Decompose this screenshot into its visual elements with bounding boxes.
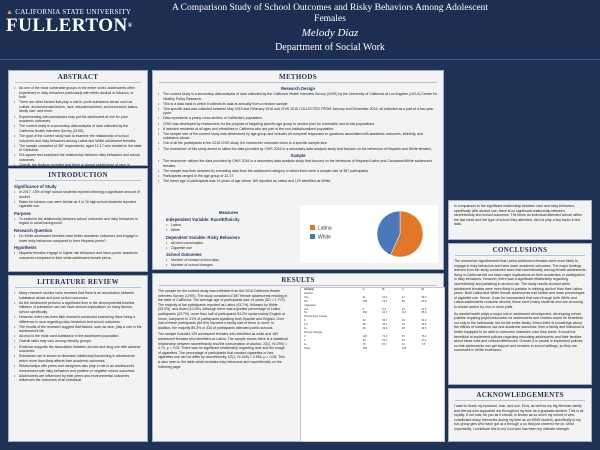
table-cell: 120	[362, 334, 368, 338]
table-cell: 1-2	[304, 323, 308, 327]
list-item: • This is a data bank in which it collects its data bi-annually from a random sample.	[158, 102, 438, 107]
list-item: • The sample was then selected by extracting data from the adolescent category in which there were a sample size of 387 participants.	[158, 169, 438, 174]
list-item: • As one of the most vulnerable groups in the entire world, adolescents often experiment in risky behaviors particularly with either alcohol or tobacco, or both.	[14, 86, 142, 100]
table-cell	[382, 347, 402, 351]
table-cell: 41	[362, 295, 366, 299]
conclusions-heading: CONCLUSIONS	[455, 246, 585, 256]
table-cell: 36.4	[421, 295, 427, 299]
methods-heading: METHODS	[159, 73, 437, 83]
legend-swatch	[310, 234, 315, 239]
table-cell	[421, 347, 441, 351]
conclusions-paragraph-1: The researcher hypothesized that Latina adolescent females were more likely to engage in risky behaviors and have lower academic outcomes. The major findings learned from the study conducted were that race/ethnicity among female adolescents living in California did not have major implications on their academics or participation in risky behaviors. However, there was a significant relationship regarding race/ethnicity and partaking in alcohol use. The study results showed white adolescent females were more likely to partake in drinking alcohol than their Latina peers. Both Latina and White female adolescents had similar and lower percentages of cigarette use. Hence, it can be summarized that even though both White and Latina adolescents consume alcohol, these aren't many students who are choosing to smoke and/or try one or more puffs.	[454, 259, 586, 309]
list-item: • Overall, the findings revealed that there is clinical significance of race in	[14, 163, 142, 172]
table-cell: 34.3	[382, 323, 388, 327]
table-cell: 97	[401, 334, 405, 338]
poster-header	[0, 0, 600, 60]
legend-label: Latina	[318, 225, 332, 232]
table-cell: 0	[304, 334, 306, 338]
table-cell: 160	[362, 311, 368, 315]
department-name: Department of Social Work	[275, 42, 385, 53]
table-cell: Alcohol	[304, 291, 313, 295]
table-cell: Yes	[304, 295, 309, 299]
list-item: • Latina	[166, 223, 291, 228]
table-cell: 15	[401, 307, 405, 311]
list-item: • The researcher of this study aimed to utilize the data provided by CHIS 2016 in a secondary data analysis study that focuses on the behaviors of Hispanic and White females.	[158, 147, 438, 152]
table-cell: 47	[401, 295, 405, 299]
list-item: • Do White adolescent females have better academic outcomes and engage in lower risky behaviors compared to their Hispanic peers?	[14, 234, 142, 243]
acknowledgements-heading: ACKNOWLEDGEMENTS	[455, 391, 585, 401]
list-item: • The results of the research suggest that factors, such as race, play a role in the adolescent's life.	[14, 325, 142, 334]
list-item: • The current study is a secondary data analysis of data collected by the California Health Interview Survey (CHIS).	[14, 124, 142, 133]
table-cell: School changes	[304, 330, 323, 334]
list-item: • Relationships with peers and caregivers also play a role in an adolescent's involvement with risky behaviors and positive or negative school outcomes.	[14, 364, 142, 373]
table-cell: 94.7	[382, 311, 388, 315]
legend-swatch	[310, 225, 315, 230]
list-item: • Participants ranged in the age group of 12-17.	[158, 174, 438, 179]
table-cell: 75.2	[421, 334, 427, 338]
table-cell: 3+	[304, 327, 307, 331]
table-cell: n	[362, 288, 365, 291]
table-cell: 29.0	[382, 327, 388, 331]
list-item: • Number of school changes	[166, 263, 291, 268]
hypothesis-label: Hypothesis	[14, 245, 37, 251]
table-cell: No	[304, 299, 308, 303]
conclusions-paragraph-2: As mental health plays a major role in adolescent development, developing school policies requiring psychoeducation for adolescents and choices would be beneficial not only to the individuals, but for the entire family. When there is knowledge about the effects of substance use and academic outcomes, then a family and individual is better equipped to be able to overcome obstacles once they arrive. It would be beneficial to implement policies regarding educating adolescents and their families about these risks and cultural differences. Overall, it is pivotal to implement policies so that adolescents can get support and services in school settings, so they are successful in all life endeavors.	[454, 311, 585, 353]
list-item: • The goal of the current study was to examine the relationship of school outcomes and risky behaviors among Latina and White adolescent females.	[14, 134, 142, 143]
abstract-heading: ABSTRACT	[15, 73, 141, 83]
table-cell: 29.5	[421, 327, 427, 331]
list-item: • As the adolescent period is a significant time in the developmental timeline, initiation of substance use can have serious implications on many factors, school specifically.	[14, 301, 142, 315]
table-cell: 82	[401, 299, 405, 303]
table-cell: n	[401, 288, 404, 291]
significance-label: Significance of Study	[14, 184, 57, 189]
list-item: • Evidence supports the association between alcohol and drug use with adverse outcomes.	[14, 345, 142, 354]
table-cell: 5.3	[382, 307, 386, 311]
list-item: • The current study is a secondary data analysis of data collected by the California Health Interview Survey (CHIS) by the University of California at Los Angeles (UCLA) Center for Healthy Policy Research.	[158, 92, 438, 101]
abstract-panel	[8, 70, 148, 166]
table-cell: Variable	[304, 288, 314, 291]
list-item: • Overall rates may vary among minority groups.	[14, 339, 142, 344]
measures-block	[161, 208, 296, 269]
literature-review-panel	[8, 275, 148, 442]
results-heading: RESULTS	[159, 276, 437, 286]
results-table	[300, 287, 445, 442]
table-cell: 7.8	[421, 342, 426, 346]
list-item: • CHIS was developed by researchers for the purpose of targeting specific age group to service plan for vulnerable and at-risk populations.	[158, 122, 438, 127]
table-cell: 129	[401, 346, 407, 350]
table-cell: 22	[401, 338, 405, 342]
findings-summary-panel	[448, 200, 592, 240]
list-item: • The sample consisted of 387 respondents, aged 12-17 who resided in the state of California.	[14, 144, 142, 153]
table-cell: 40	[401, 319, 405, 323]
table-cell: No	[304, 311, 308, 315]
list-item: • White	[166, 228, 291, 233]
abstract-list	[14, 86, 142, 172]
table-cell: 24.3	[382, 295, 388, 299]
list-item: • Number of missed school days	[166, 258, 291, 263]
registered-mark: ®	[127, 23, 133, 29]
list-item: • Adolescents are influenced by their peers and environmental outcomes influences the outcomes of an individual.	[14, 374, 142, 383]
university-logo	[6, 8, 146, 36]
table-cell: 1	[304, 338, 306, 342]
table-cell: 8.9	[382, 342, 386, 346]
list-item: • Hispanic females engage in higher risk behaviors and have poorer academic outcomes compared to their white adolescent female peers.	[14, 251, 142, 260]
table-cell: 2+	[304, 342, 307, 346]
measures-label: Measures	[218, 210, 239, 215]
list-item: • In 2017, 13% of high school students reported drinking a significant amount of alcohol.	[14, 190, 142, 199]
race-pie-chart	[300, 205, 438, 263]
introduction-heading: INTRODUCTION	[15, 171, 141, 181]
list-item: • Chi-square test examined the relationship between risky behaviors and school outcomes.	[14, 153, 142, 162]
table-cell: Yes	[304, 307, 309, 311]
logo-campus-name: FULLERTON	[6, 15, 128, 36]
table-cell: 128	[362, 299, 368, 303]
table-cell: 17.1	[421, 338, 427, 342]
table-cell: 39.5	[421, 323, 427, 327]
table-cell: 63.6	[421, 299, 427, 303]
list-item: • To examine the relationship between school outcomes and risky behaviors in regard to racial background.	[14, 217, 142, 226]
table-cell: 49	[362, 327, 366, 331]
table-cell: 20.1	[382, 338, 388, 342]
table-cell: 34	[362, 338, 366, 342]
results-paragraph-2: The sample included 129 adolescent females who identified as white and 169 adolescent females who identified as Latina. The sample shows there is a statistical relationship between race/ethnicity and the consumption of alcohol, X2(1, N=299) = 4.79, p = 0.03. There was no significant relationship regarding race and the usage of cigarettes. The percentage of participants that smoked cigarettes or had cigarettes use did not differ by race/ethnicity, X2(1, N=349) = 3.556, p = 0.06. This is also seen in the table which includes risky behaviors and race/ethnicity on the following page.	[158, 332, 288, 369]
list-item: • Experimenting with substances may put the adolescent at risk for poor academic outcomes.	[14, 115, 142, 124]
list-item: • The researcher utilized the data provided by CHIS 2016 in a secondary data analysis study that focused on the behaviors of Hispanic/Latino and Caucasian/White adolescent females.	[158, 159, 438, 168]
results-paragraph-1: The sample for the current study was collected from the 2016 California Health Interview Survey (CHIS). The study consisted of 387 female adolescents residing in the state of California. The average age of participants was 14 years (SD = 1.707). The majority of the participants reported as Latino (43.7%), followed by White (33.3%), and Asian (10.6%). Although there was a greater percentage of Latino participants (43.7%), more than half of participants 53.2% spoke mainly English at home, compared to 31% of participants speaking both Spanish and English. Over half of these participants (64.6%) reported a family size of three or more. In addition, the majority 86.3% or 334 of participants attended public schools.	[158, 289, 288, 330]
poster-title: A Comparison Study of School Outcomes and Risky Behaviors Among Adolescent Females	[171, 3, 489, 24]
list-item: • However, there has been little research conducted examining there being a difference in race regarding risky behaviors and school outcomes.	[14, 315, 142, 324]
list-item: • The sample size of the current study was determined by age group and includes all complete responses to questions associated with academic outcomes, ethnicity, and substance abuse.	[158, 132, 438, 141]
table-cell: 58	[362, 323, 366, 327]
table-cell: %	[421, 288, 424, 291]
acknowledgements-panel	[448, 388, 592, 442]
table-cell: 38	[401, 327, 405, 331]
list-item: • Alcohol is the most used substance in the adolescent population.	[14, 334, 142, 339]
table-cell: 9	[362, 307, 365, 311]
table-cell: 31.0	[421, 319, 427, 323]
list-item: • This specific data was collected between May 2015 and February 2016 and CHIS 2016 COLLECTED FROM January and December 2016, all collected as a part of a two-year cycle.	[158, 107, 438, 116]
table-cell: 10	[401, 342, 405, 346]
table-cell: 71.0	[382, 334, 388, 338]
dependent-variable-label: Dependent Variable: Risky Behaviors	[166, 234, 241, 240]
table-row	[301, 347, 444, 351]
list-item: • Cigarette use	[166, 246, 291, 251]
list-item: • Out of all the participants in the 2016 CHIS study, the researcher narrowed down to a specific sample size.	[158, 141, 438, 146]
table-cell: 36.7	[382, 319, 388, 323]
research-design-label: Research Design	[281, 86, 315, 91]
list-item: • Rates for tobacco use were similar as 4 in 10 high school students reported cigarette use.	[14, 200, 142, 209]
table-cell: 75.7	[382, 299, 388, 303]
list-item: • The mean age of participants was 14 years of age where 169 reported as Latina and 129 identified as White.	[158, 179, 438, 184]
introduction-panel	[8, 168, 148, 272]
table-cell: 62	[362, 319, 366, 323]
legend-label: White	[318, 234, 331, 241]
findings-summary-text: In comparison to the significant relationship between race and risky behaviors, specifically with alcohol use; there is no significant relationship between race/ethnicity and school outcomes. The times an individual attended school within the last week and the type of school they attended, did not play a key factor in the data.	[454, 204, 582, 227]
table-cell: %	[382, 288, 385, 291]
author-name: Melody Diaz	[301, 27, 359, 39]
logo-university-line: CALIFORNIA STATE UNIVERSITY	[15, 8, 132, 16]
list-item: • Many research studies have revealed that there is an association between substance abuse and poor school outcomes.	[14, 291, 142, 300]
acknowledgements-text: I want to thank my husband, Ivan, and son, Ezra, as well as my big Mexican family and friends who supported me throughout my time as a graduate student. This is all royalty. If not now, for you as it should, is known as so much my cohort of who contributed many memories during my time as an MSW student, specifically to my bus group girls who have got us a through a so that just cheered me on. Most importantly, I contribute this to my God who has been my ultimate strength.	[454, 404, 584, 431]
table-cell: 88.4	[421, 311, 427, 315]
list-item: • Substance use is known to decrease intellectual functioning in adolescents which more than likely affects their academic outcomes.	[14, 354, 142, 363]
research-question-label: Research Question	[14, 228, 53, 234]
table-cell: 0	[304, 319, 306, 323]
purpose-label: Purpose	[14, 210, 31, 216]
list-item: • It included residents of all ages and ethnicities in California who are part of the non-institutionalized population.	[158, 127, 438, 132]
conclusions-panel	[448, 243, 592, 385]
list-item: • There are other factors that play a role in youth substance abuse such as culture, environmental factors, race, educational level, socioeconomic status, family size, and more.	[14, 100, 142, 114]
table-cell: 15	[362, 342, 366, 346]
school-outcomes-label: School Outcomes	[166, 252, 202, 258]
sample-label: Sample	[290, 153, 306, 159]
independent-variable-label: Independent Variable: Race/Ethnicity	[166, 217, 240, 222]
triangle-icon: ▲	[6, 8, 14, 16]
table-cell: 51	[401, 323, 405, 327]
table-cell: School days missed	[304, 315, 328, 319]
table-cell: 11.6	[421, 307, 427, 311]
list-item: • Data represents a yearly cross-section of California's population.	[158, 116, 438, 121]
table-cell: 114	[401, 311, 407, 315]
literature-review-heading: LITERATURE REVIEW	[15, 278, 141, 288]
list-item: • Alcohol consumption	[166, 241, 291, 246]
table-cell: Total	[304, 346, 310, 350]
table-cell: Cigarettes	[304, 303, 316, 307]
table-cell: 169	[362, 346, 368, 350]
